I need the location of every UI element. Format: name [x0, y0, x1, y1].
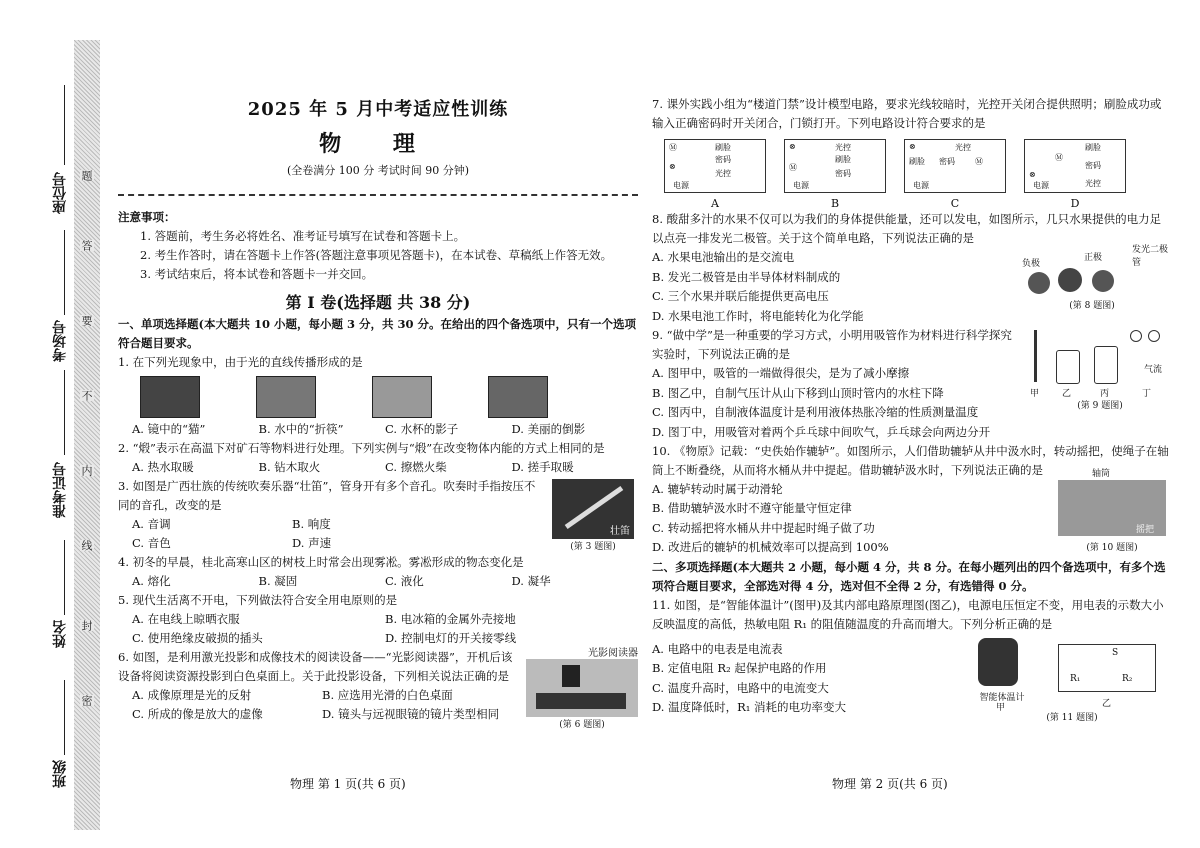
option-a: A. 图甲中，吸管的一端做得很尖，是为了减小摩擦 [652, 366, 910, 380]
option-c: C. 所成的像是放大的虚像 [132, 707, 263, 721]
option-d: D. 美丽的倒影 [511, 422, 586, 436]
q9-option-d: D. 图丁中，用吸管对着两个乒乓球中间吹气，乒乓球会向两边分开 [652, 424, 991, 439]
page-2-footer: 物理 第 2 页(共 6 页) [832, 777, 948, 791]
option-c: C. 图丙中，自制液体温度计是利用液体热胀冷缩的性质测量温度 [652, 405, 979, 419]
option-b: B. 应选用光滑的白色桌面 [322, 688, 453, 702]
thermometer-photo [978, 638, 1018, 686]
option-c: C. 三个水果并联后能提供更高电压 [652, 289, 829, 303]
name-label: 姓名 [52, 620, 68, 648]
notes-list [118, 227, 638, 284]
exam-meta: (全卷满分 100 分 考试时间 90 分钟) [286, 164, 470, 177]
option-d: D. 温度降低时，R₁ 消耗的电功率变大 [652, 700, 847, 714]
question-7: 7. 课外实践小组为“楼道门禁”设计模型电路，要求光线较暗时，光控开关闭合提供照明；刷脸成功或输入正确密码时开关闭合，门锁打开。下列电路设计符合要求的是 [652, 97, 1162, 130]
question-11: 11. 如图，是“智能体温计”(图甲)及其内部电路原理图(图乙)，电源电压恒定不变，用电表的示数大小反映温度的高低，热敏电阻 R₁ 的阻值随温度的升高而增大。下列分析正确的是 [652, 597, 1164, 631]
option-a: A. 辘轳转动时属于动滑轮 [652, 481, 783, 496]
option-b: B. 发光二极管是由半导体材料制成的 [652, 269, 841, 284]
binding-word: 封 [80, 620, 93, 631]
reader-photo [526, 659, 638, 717]
question-1: 1. 在下列光现象中，由于光的直线传播形成的是 [118, 355, 363, 369]
fruit [1028, 272, 1050, 294]
question-10-block [652, 468, 1172, 558]
question-11-block [652, 634, 1172, 723]
option-a: A. 在电线上晾晒衣服 [132, 612, 240, 626]
q8-figure: 负极 正极 发光二极管 (第 8 题图) [1022, 245, 1169, 311]
circuit-diagram [1058, 644, 1156, 692]
question-4: 4. 初冬的早晨，桂北高寒山区的树枝上时常会出现雾凇。雾凇形成的物态变化是 [118, 555, 524, 569]
fruit [1092, 270, 1114, 292]
option-b: B. 电冰箱的金属外壳接地 [385, 612, 516, 626]
q3-options [118, 515, 452, 553]
circuit-c: ⊗ 光控 刷脸 密码 Ⓜ 电源 [904, 139, 1006, 193]
seat-number-line [64, 85, 65, 165]
section-two-heading: 二、多项选择题(本大题共 2 小题，每小题 4 分，共 8 分。在每小题列出的四个备选项中，有多个选项符合题目要求，全部选对得 4 分，选对但不全得 2 分，有选错得 0 分。 [652, 559, 1166, 593]
binding-word: 密 [80, 695, 93, 706]
q5-options [118, 610, 638, 648]
question-6: 6. 如图，是利用激光投影和成像技术的阅读设备——“光影阅读器”，开机后该设备将阅读资源投影到白色桌面上。关于此投影设备，下列相关说法正确的是 [118, 650, 513, 683]
q3-figure [552, 479, 634, 552]
question-8: 8. 酸甜多汁的水果不仅可以为我们的身体提供能量，还可以发电，如图所示，几只水果提供的电力足以点亮一排发光二极管。关于这个简单电路，下列说法正确的是 [652, 212, 1162, 245]
option-b: B. 借助辘轳汲水时不遵守能量守恒定律 [652, 501, 852, 515]
option-c: C. 音色 [132, 536, 171, 550]
page-1-footer: 物理 第 1 页(共 6 页) [290, 777, 406, 791]
circuit-option [784, 139, 886, 210]
option-d: D. 镜头与远视眼镜的镜片类型相同 [322, 707, 500, 721]
note-item: 1. 答题前，考生务必将姓名、准考证号填写在试卷和答题卡上。 [140, 229, 466, 243]
circuit-a: Ⓜ 刷脸 ⊗ 密码 光控 电源 [664, 139, 766, 193]
circuit-d: 刷脸 Ⓜ 密码 ⊗ 光控 电源 [1024, 139, 1126, 193]
volume-title: 第 Ⅰ 卷(选择题 共 38 分) [285, 293, 471, 312]
q6-options [118, 686, 512, 724]
binding-word: 要 [80, 315, 93, 326]
flute-photo [552, 479, 634, 539]
circuit-option [904, 139, 1006, 210]
name-line [64, 540, 65, 615]
page-1 [118, 95, 638, 730]
question-10: 10. 《物原》记载：“史佚始作辘轳”。如图所示，人们借助辘轳从井中汲水时，转动摇把，使绳子在轴筒上不断叠绕，从而将水桶从井中提起。借助辘轳汲水时，下列说法正确的是 [652, 443, 1169, 477]
option-a: A. 水果电池输出的是交流电 [652, 250, 795, 264]
note-item: 2. 考生作答时，请在答题卡上作答(答题注意事项见答题卡)，在本试卷、草稿纸上作答无效。 [140, 248, 613, 262]
option-d: D. 搓手取暖 [511, 460, 574, 474]
q2-options [118, 458, 638, 477]
circuit-b: ⊗ 光控 Ⓜ 刷脸 密码 电源 [784, 139, 886, 193]
q7-circuits [664, 139, 1172, 210]
option-b: B. 图乙中，自制气压计从山下移到山顶时管内的水柱下降 [652, 385, 944, 400]
option-b: B. 响度 [292, 517, 331, 531]
exam-title: 2025 年 5 月中考适应性训练 [247, 99, 509, 120]
circuit-option [664, 139, 766, 210]
option-c: C. 使用绝缘皮破损的插头 [132, 631, 263, 645]
seat-number-label: 座位号 [52, 172, 68, 214]
room-number-line [64, 230, 65, 315]
question-6-block [118, 648, 638, 730]
photo-cup-shadow [372, 376, 432, 418]
question-3-block [118, 477, 638, 553]
q9-options [652, 364, 1022, 423]
q1-images [140, 376, 638, 418]
binding-word: 线 [80, 540, 93, 551]
option-b: B. 定值电阻 R₂ 起保护电路的作用 [652, 661, 827, 675]
reader-projection [536, 693, 626, 709]
reader-label: 光影阅读器 [588, 648, 638, 659]
question-3: 3. 如图是广西壮族的传统吹奏乐器“壮笛”，管身开有多个音孔。吹奏时手指按压不同的音孔，改变的是 [118, 479, 536, 512]
subject-title: 物 理 [319, 131, 437, 157]
option-a: A. 镜中的“猫” [132, 422, 206, 436]
exam-id-line [64, 370, 65, 455]
note-item: 3. 考试结束后，将本试卷和答题卡一并交回。 [140, 267, 374, 281]
option-b: B. 钻木取火 [258, 460, 321, 474]
q1-options [118, 420, 638, 439]
option-c: C. 水杯的影子 [385, 422, 459, 436]
option-a: A. 音调 [132, 517, 171, 531]
flute-label: 壮笛 [610, 526, 630, 537]
option-c: C. 液化 [385, 574, 424, 588]
option-a: A. 热水取暖 [132, 460, 194, 474]
question-5: 5. 现代生活离不开电，下列做法符合安全用电原则的是 [118, 593, 398, 607]
question-2: 2. “煅”表示在高温下对矿石等物料进行处理。下列实例与“煅”在改变物体内能的方式上相同的是 [118, 441, 605, 455]
notes-heading: 注意事项： [118, 210, 176, 224]
option-b: B. 水中的“折筷” [258, 422, 344, 436]
question-8-block [652, 245, 1172, 326]
circuit-label: C [950, 197, 960, 210]
class-line [64, 680, 65, 755]
binding-word: 题 [80, 170, 93, 181]
q11-figure: 智能体温计 甲 S R₁ R₂ 乙 (第 11 题图) [962, 634, 1172, 724]
question-9-block [652, 326, 1172, 423]
option-c: C. 转动摇把将水桶从井中提起时绳子做了功 [652, 520, 875, 535]
option-d: D. 控制电灯的开关接零线 [385, 631, 517, 645]
binding-word: 不 [80, 390, 93, 401]
option-c: C. 温度升高时，电路中的电流变大 [652, 680, 829, 695]
page-2 [652, 95, 1172, 723]
binding-strip [74, 40, 100, 830]
photo-cat-mirror [140, 376, 200, 418]
option-d: D. 水果电池工作时，将电能转化为化学能 [652, 308, 864, 323]
option-d: D. 改进后的辘轳的机械效率可以提高到 100% [652, 540, 889, 554]
circuit-label: A [711, 197, 719, 210]
q6-caption: (第 6 题图) [559, 720, 605, 730]
reader-device [562, 665, 580, 687]
option-a: A. 电路中的电表是电流表 [652, 641, 783, 656]
binding-word: 答 [80, 240, 93, 251]
option-c: C. 擦燃火柴 [385, 460, 447, 474]
photo-chopsticks [256, 376, 316, 418]
exam-id-label: 准考证号 [52, 462, 68, 518]
option-d: D. 声速 [292, 536, 332, 550]
q6-figure [526, 644, 638, 730]
option-a: A. 成像原理是光的反射 [132, 688, 252, 702]
option-b: B. 凝固 [258, 574, 298, 588]
photo-reflection [488, 376, 548, 418]
q4-options [118, 572, 638, 591]
divider [118, 194, 638, 196]
section-one-heading: 一、单项选择题(本大题共 10 小题，每小题 3 分，共 30 分。在给出的四个备选项中，只有一个选项符合题目要求。 [118, 317, 636, 350]
option-d: D. 凝华 [511, 574, 551, 588]
question-9: 9. “做中学”是一种重要的学习方式，小明用吸管作为材料进行科学探究实验时，下列说法正确的是 [652, 328, 1012, 361]
class-label: 班级 [52, 760, 68, 788]
q9-figure: 甲 乙 丙 丁 气流 (第 9 题图) [1030, 326, 1172, 410]
room-number-label: 考场号 [52, 320, 68, 362]
q10-figure: 轴筒 摇把 (第 10 题图) [1052, 466, 1172, 556]
fruit [1058, 268, 1082, 292]
q3-caption: (第 3 题图) [570, 542, 616, 552]
circuit-label: B [830, 197, 840, 210]
circuit-label: D [1070, 197, 1080, 210]
circuit-option [1024, 139, 1126, 210]
option-a: A. 熔化 [132, 574, 171, 588]
binding-word: 内 [80, 465, 93, 476]
